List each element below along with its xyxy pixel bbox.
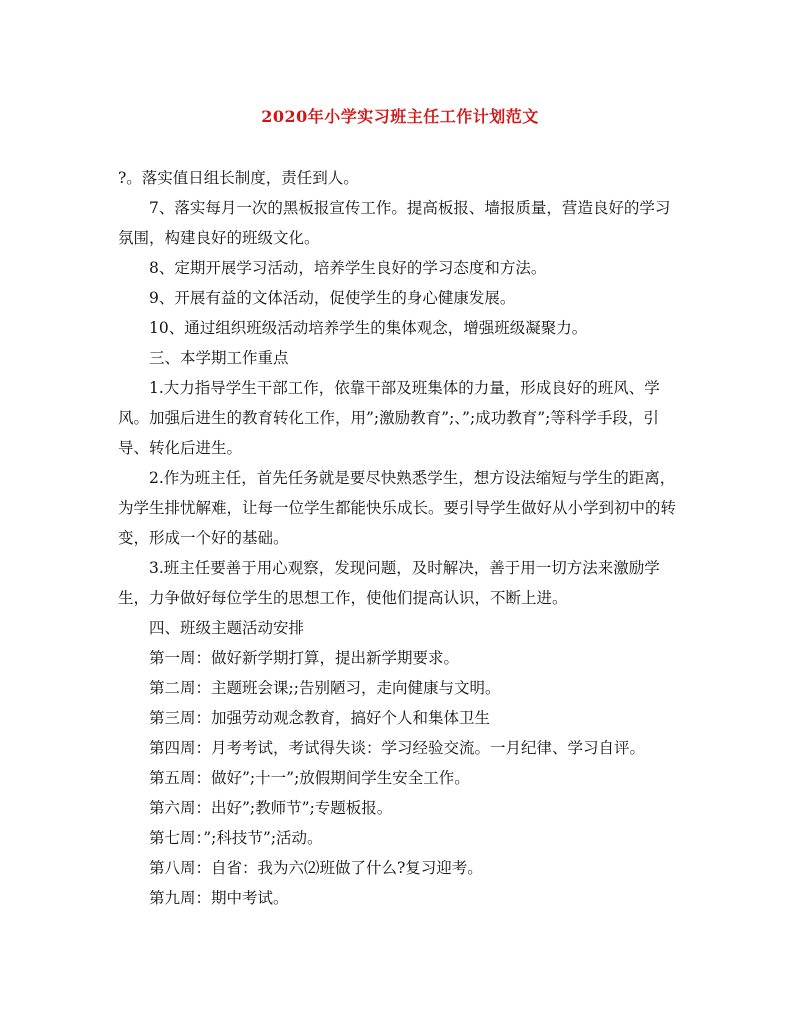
paragraph: 第一周：做好新学期打算，提出新学期要求。 [149,649,460,667]
paragraph: 3.班主任要善于用心观察，发现问题，及时解决，善于用一切方法来激励学生，力争做好每位学生的思想工作，使他们提高认识，不断上进。 [118,559,660,607]
paragraph: 8、定期开展学习活动，培养学生良好的学习态度和方法。 [149,259,547,277]
document-body [118,163,684,913]
paragraph: 10、通过组织班级活动培养学生的集体观念，增强班级凝聚力。 [149,319,588,337]
paragraph: 第四周：月考考试，考试得失谈：学习经验交流。一月纪律、学习自评。 [149,739,646,757]
paragraph: 四、班级主题活动安排 [149,619,305,637]
paragraph: 9、开展有益的文体活动，促使学生的身心健康发展。 [149,289,516,307]
paragraph: 第七周：”;科技节”;活动。 [149,829,323,847]
paragraph: 7、落实每月一次的黑板报宣传工作。提高板报、墙报质量，营造良好的学习氛围，构建良好的班级文化。 [118,199,671,247]
paragraph: 2.作为班主任，首先任务就是要尽快熟悉学生，想方设法缩短与学生的距离，为学生排忧解难，让每一位学生都能快乐成长。要引导学生做好从小学到初中的转变，形成一个好的基础。 [118,469,677,547]
paragraph: 第五周：做好”;十一”;放假期间学生安全工作。 [149,769,470,787]
paragraph: 第三周：加强劳动观念教育，搞好个人和集体卫生 [149,709,491,727]
paragraph: ?。落实值日组长制度，责任到人。 [118,169,359,187]
document-title: 2020年小学实习班主任工作计划范文 [261,107,539,126]
paragraph: 1.大力指导学生干部工作，依靠干部及班集体的力量，形成良好的班风、学风。加强后进生的教育转化工作，用”;激励教育”;、”;成功教育”;等科学手段，引导、转化后进生。 [118,379,660,457]
paragraph: 第八周：自省：我为六⑵班做了什么?复习迎考。 [149,859,483,877]
paragraph: 第二周：主题班会课;;告别陋习，走向健康与文明。 [149,679,501,697]
paragraph: 三、本学期工作重点 [149,349,289,367]
paragraph: 第六周：出好”;教师节”;专题板报。 [149,799,393,817]
paragraph: 第九周：期中考试。 [149,889,289,907]
